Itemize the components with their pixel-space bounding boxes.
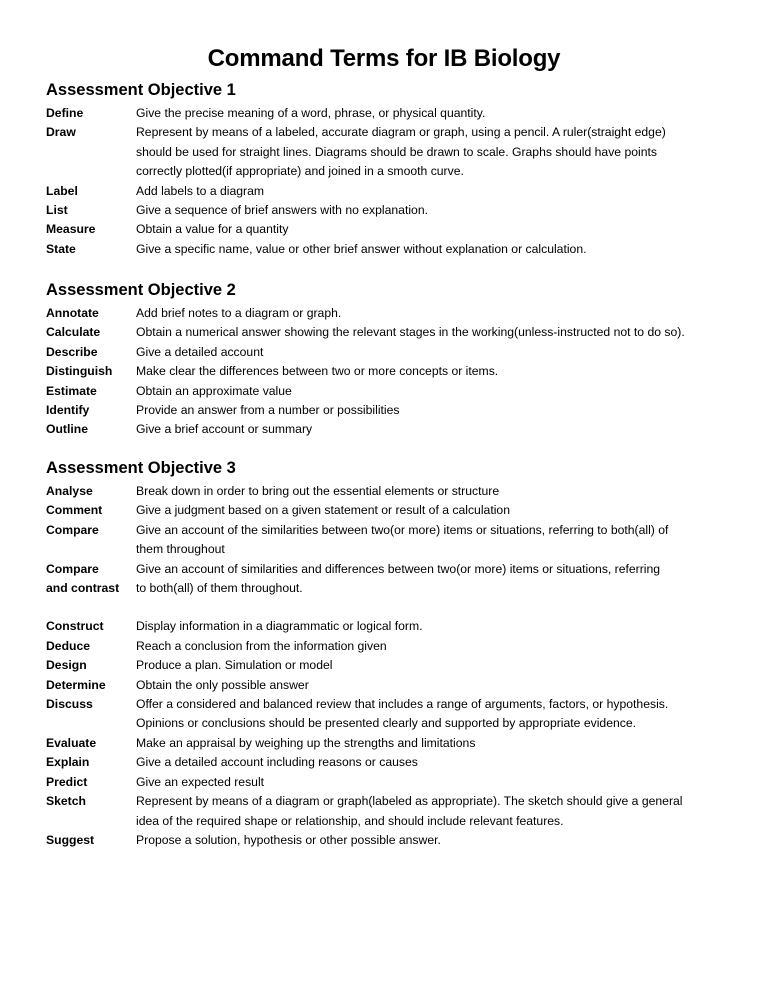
term-row xyxy=(46,482,736,501)
term-definition: Obtain the only possible answer xyxy=(136,677,309,692)
term-name: Annotate xyxy=(46,306,99,320)
term-name: Identify xyxy=(46,403,90,418)
term-definition: idea of the required shape or relationship, and should include relevant features. xyxy=(136,813,564,828)
section-heading-objective-1: Assessment Objective 1 xyxy=(46,81,236,99)
term-name: Predict xyxy=(46,774,88,789)
term-definition: Opinions or conclusions should be presented clearly and supported by appropriate evidence. xyxy=(136,716,637,731)
term-row xyxy=(46,656,736,675)
term-row xyxy=(46,123,736,142)
term-row xyxy=(46,792,736,811)
section-heading-objective-3: Assessment Objective 3 xyxy=(46,459,236,477)
term-definition: Break down in order to bring out the essential elements or structure xyxy=(136,484,500,498)
term-row xyxy=(46,382,736,401)
term-definition: correctly plotted(if appropriate) and joined in a smooth curve. xyxy=(136,164,464,179)
term-row xyxy=(46,753,736,772)
term-name: Outline xyxy=(46,422,88,437)
term-row xyxy=(46,343,736,362)
term-row xyxy=(46,501,736,520)
term-name: Describe xyxy=(46,344,98,359)
term-name: Estimate xyxy=(46,383,97,398)
page-title: Command Terms for IB Biology xyxy=(207,45,561,72)
term-definition: Represent by means of a labeled, accurate diagram or graph, using a pencil. A ruler(straight edge) xyxy=(136,125,666,140)
term-name xyxy=(46,812,136,831)
term-definition: Give an account of the similarities between two(or more) items or situations, referring to both(all) of xyxy=(136,522,669,537)
term-row xyxy=(46,831,736,850)
term-definition: Obtain a value for a quantity xyxy=(136,222,289,237)
term-definition: Give a brief account or summary xyxy=(136,422,313,437)
term-definition: them throughout xyxy=(136,542,225,557)
term-name: Calculate xyxy=(46,325,101,340)
term-row xyxy=(46,104,736,123)
term-row xyxy=(46,695,736,714)
term-name xyxy=(46,540,136,559)
term-name: Sketch xyxy=(46,794,86,809)
term-name: Compare xyxy=(46,522,99,537)
term-name: Analyse xyxy=(46,484,93,498)
term-definition: Make an appraisal by weighing up the strengths and limitations xyxy=(136,735,476,750)
term-definition: Make clear the differences between two or more concepts or items. xyxy=(136,364,499,379)
term-name: Define xyxy=(46,106,84,120)
term-definition: Give a detailed account xyxy=(136,344,264,359)
term-definition: to both(all) of them throughout. xyxy=(136,581,303,596)
term-definition: Obtain an approximate value xyxy=(136,383,292,398)
term-definition: Obtain a numerical answer showing the relevant stages in the working(unless-instructed not to do so). xyxy=(136,325,685,340)
term-name xyxy=(46,143,136,162)
term-definition: Give a judgment based on a given statement or result of a calculation xyxy=(136,503,510,518)
term-name: State xyxy=(46,241,76,256)
term-row xyxy=(46,182,736,201)
term-name: Determine xyxy=(46,677,106,692)
term-row xyxy=(46,560,736,579)
term-name: Draw xyxy=(46,125,76,140)
term-definition: Give a specific name, value or other brief answer without explanation or calculation. xyxy=(136,241,587,256)
term-name: Explain xyxy=(46,755,90,770)
term-name: Discuss xyxy=(46,697,93,712)
term-name: Measure xyxy=(46,222,96,237)
term-definition: Represent by means of a diagram or graph(labeled as appropriate). The sketch should give a general xyxy=(136,794,683,809)
section-heading-objective-2: Assessment Objective 2 xyxy=(46,281,236,299)
term-name: Evaluate xyxy=(46,735,97,750)
paragraph-gap xyxy=(46,598,736,617)
term-row xyxy=(46,304,736,323)
term-definition: Provide an answer from a number or possibilities xyxy=(136,403,400,418)
term-definition: Give an expected result xyxy=(136,774,265,789)
term-definition: Propose a solution, hypothesis or other possible answer. xyxy=(136,832,441,847)
term-row xyxy=(46,714,736,733)
term-row xyxy=(46,773,736,792)
term-list-objective-2 xyxy=(46,304,736,440)
term-name xyxy=(46,162,136,181)
term-row xyxy=(46,420,736,439)
term-name: Compare xyxy=(46,561,99,576)
term-name: Design xyxy=(46,658,87,673)
term-row xyxy=(46,240,736,259)
term-name: Construct xyxy=(46,619,104,634)
term-row xyxy=(46,162,736,181)
term-name xyxy=(46,714,136,733)
term-row xyxy=(46,676,736,695)
term-row xyxy=(46,220,736,239)
term-definition: should be used for straight lines. Diagrams should be drawn to scale. Graphs should have points xyxy=(136,144,657,159)
term-name: Comment xyxy=(46,503,103,518)
term-name: Label xyxy=(46,183,78,198)
term-definition: Give the precise meaning of a word, phrase, or physical quantity. xyxy=(136,106,486,120)
term-definition: Reach a conclusion from the information given xyxy=(136,638,387,653)
term-list-objective-1 xyxy=(46,104,736,259)
term-definition: Offer a considered and balanced review that includes a range of arguments, factors, or hypothesis. xyxy=(136,697,669,712)
term-row xyxy=(46,401,736,420)
term-row xyxy=(46,540,736,559)
term-name: Distinguish xyxy=(46,364,113,379)
term-definition: Add brief notes to a diagram or graph. xyxy=(136,306,342,320)
term-row xyxy=(46,637,736,656)
term-name: and contrast xyxy=(46,581,120,596)
term-definition: Produce a plan. Simulation or model xyxy=(136,658,333,673)
term-definition: Display information in a diagrammatic or logical form. xyxy=(136,619,423,634)
term-name: Suggest xyxy=(46,832,95,847)
term-name: Deduce xyxy=(46,638,91,653)
term-name: List xyxy=(46,203,68,218)
term-row xyxy=(46,323,736,342)
term-row xyxy=(46,521,736,540)
term-row xyxy=(46,579,736,598)
term-list-objective-3 xyxy=(46,482,736,850)
term-row xyxy=(46,362,736,381)
term-definition: Give an account of similarities and differences between two(or more) items or situations, referring xyxy=(136,561,661,576)
term-definition: Give a detailed account including reasons or causes xyxy=(136,755,418,770)
term-row xyxy=(46,734,736,753)
term-row xyxy=(46,201,736,220)
term-definition: Give a sequence of brief answers with no explanation. xyxy=(136,203,428,218)
term-row xyxy=(46,617,736,636)
term-row xyxy=(46,143,736,162)
term-definition: Add labels to a diagram xyxy=(136,183,265,198)
term-row xyxy=(46,812,736,831)
